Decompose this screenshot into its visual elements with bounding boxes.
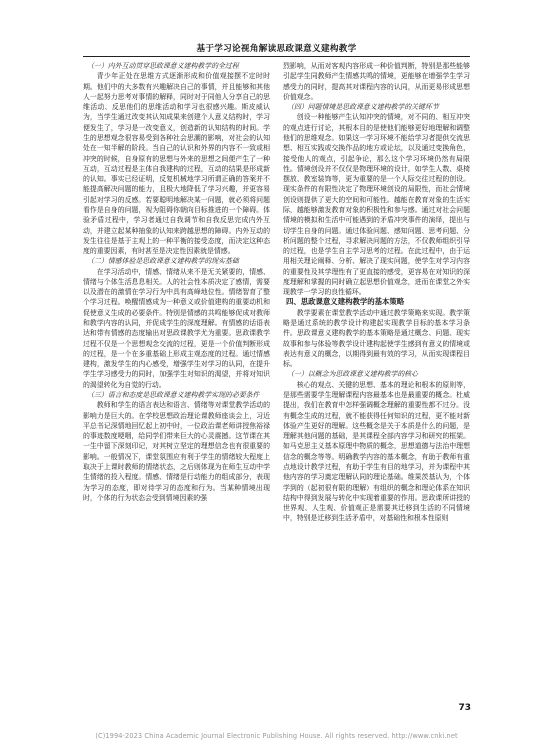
paragraph: 烈影响，从而对客观内容形成一种价值判断，特别是那些能够引起学生同教师产生情感共鸣的情境，更能够在增强学生学习感受力的同时，提高其对课程内容的认同，从而更易形成思想价值观念。 xyxy=(283,62,470,101)
paragraph: 核心的观点、关键的思想、基本的理论和根本的原则等，是那些需要学生理解课程内容最基本也是最重要的概念。杜威提出，我们在教育中怎样强调概念理解的重要性都不过分。没有概念生成的过程，就不能获得任何知识的过程，更不能对新体验产生更好的理解。这些概念是关于本质是什么的问题，是理解其他问题的基础，是其课程全部内容学习和研究的框架。如马克思主义基本原理中物质的概念，思想道德与法治中理想信念的概念等等。明确教学内容的基本概念，有助于教师有重点地设计教学过程，有助于学生有目的地学习，并为课程中其他内容的学习奠定理解认同的理论基础。维果茨基认为，个体学到的（起初很有限的理解）有组织的概念和理论体系在知识结构中得到发展与转化中实现着重要的作用。思政课所讲授的世界观、人生观、价值观正是需要其迁移到生活的不同情境中，特别是迁移到生活矛盾中，对基础性和根本性原则 xyxy=(283,380,470,523)
right-column xyxy=(283,61,470,524)
paragraph: 创设一种能够产生认知冲突的情境，对不同的、相互冲突的观点进行讨论，其根本目的是使他们能够更好地理解和调整他们的思维观念。如果这一学习环境不能给学习者提供交流思想、相互实践或交换作品的地方或论坛，以及通过变换角色，接受他人的观点，引起争论，那么这个学习环境仍然有局限性。情境创设并不仅仅是物理环境的设计，如学生人数、桌椅摆放、教室装饰等，更为重要的是一个人际交往过程的创设。现实条件的有限性决定了物理环境创设的局限性，而社会情境创设则提供了更大的空间和可能性。越能在教育对象的生活实际，越能够激发教育对象的积极性和参与感。通过对社会问题情境的模拟和生活中可能遇到的矛盾冲突事件的演绎，提出与切学生自身的问题。通过体验问题、感知问题、思考问题、分析问题的整个过程，寻求解决问题的方法，不仅教师组织引导的过程，也是学生自主学习思考的过程。在此过程中，由于运用相关理论阐释、分析、解决了现实问题，使学生对学习内容的重要性及其学理性有了更直接的感受，更容易在对知识的深度理解和掌握的同时确立起思想价值观念，进而在课堂之外实现教学一学习的良性循环。 xyxy=(283,113,470,297)
paragraph: 青少年正处在思维方式逐渐形成和价值观接摆不定时时期。他们中的大多数有兴趣解决自己的事情，并且能够和其他人一起努力思考对事情的解释，同时对于同他人分享自己的思维活动、反思他们的思维活动和学习也很感兴趣。斯皮威认为，当学生通过改变其认知成果来创建个人意义结构时，学习便发生了，学习是一改变意义，创造新的认知结构的时间。学生的思想观念很容易受到各种社会思潮的影响，对社会的认知处在一知半解的阶段。当自己的认识和外界的内容不一致或相冲突的时候，自身原有的思想与外来的思想之间便产生了一种互动，互动过程是主体自我建构的过程，互动的结果是形成新的认知。事实已经证明，反复机械地学习所谓正确的答案并不能提高解决问题的能力，且极大地降低了学习兴趣，并更容易引起对学习的反感。若要聪明地解决某一问题，就必须将问题看作是自身的问题，视为阻碍你朝向目标推进的一个障碍。体验矛盾过程中，学习者通过自我调节和自我反思完成内外互动，并建立起某种抽象的认知来跨越思想的障碍。内外互动的发生往往是基于主观上的一种平衡的接受态度，而决定这种态度的重要因素，有时甚至是决定性因素就是情感。 xyxy=(83,72,270,256)
paragraph: 教师和学生的语言表达和语言、情绪等对课堂教学活动的影响力是巨大的。在学校思想政治理论课教师座谈会上，习近平总书记深情地回忆起上初中时，一位政治课老师讲授焦裕禄的事迹数度哽咽，给同学们带来巨大的心灵震撼。这节课在其一生中留下深刻印记，对其树立坚定的理想信念也有很重要的影响。一般情况下，课堂氛围应有利于学生的情绪较大程度上取决于上课时教师的情绪状态，之后则体现为在师生互动中学生情绪的投入程度。情感、情绪是行动能力的组成部分，表现为学习的态度，即对待学习的态度和行为。当某种情境出现时，个体的行为状态会受到情境因素的强 xyxy=(83,401,270,502)
section-heading: （三）语言和态度是思政课意义建构教学实现的必要条件 xyxy=(87,391,260,399)
section-heading: （四）问题情境是思政课意义建构教学的关键环节 xyxy=(287,103,439,112)
running-header: 基于学习论视角解读思政课意义建构教学 xyxy=(196,44,357,54)
left-column xyxy=(83,61,270,503)
page-number: 73 xyxy=(458,703,471,713)
section-heading: （二）情感体验是思政课意义建构教学的现实基础 xyxy=(87,257,239,266)
copyright-watermark: (C)1994-2023 China Academic Journal Electronic Publishing House. All rights reserved. http://www.cnki.net xyxy=(95,732,458,740)
header-rule xyxy=(83,56,470,57)
section-heading: （一）内外互动贯穿思政课意义建构教学的全过程 xyxy=(87,62,239,70)
section-heading: （一）以概念为思政课意义建构教学的核心 xyxy=(287,370,419,379)
paragraph: 在学习活动中，情感、情绪从来不是无关紧要的，情感、情绪与个体生活息息相关。人的社会性本质决定了感情，需要以及潜在的激情在学习行为中具有高峰地位性。情绪智育了整个学习过程。唤醒情感成为一种意义或价值建构的重要动机和促使意义生成的必要条件。特别是情感的共鸣能够促成对教师和教学内容的认同，并促成学生的深度理解。有情感的话语表达和带有情感的态度输出对思政课教学尤为重要。思政课教学过程不仅是一个思想观念交流的过程，更是一个价值判断形成的过程，是一个在多重基础上形成主观态度的过程。通过情感建构，激发学生的内心感受，增强学生对学习的认同，在提升学生学习感受力的同时，加强学生对知识的渴望，并将对知识的渴望转化为自觉的行动。 xyxy=(83,267,270,389)
section-heading: 四、思政课意义建构教学的基本策略 xyxy=(285,297,405,307)
paragraph: 教学要素在课堂教学活动中通过教学策略来实现。教学策略是通过系统的教学设计构建起实现教学目标的基本学习条件。思政课意义建构教学的基本策略是通过概念、问题、现实故事和参与体验等教学设计建构起使学生感到有意义的情境或表达有意义的概念，以期得到最有效的学习，从而实现课程目标。 xyxy=(283,308,470,369)
